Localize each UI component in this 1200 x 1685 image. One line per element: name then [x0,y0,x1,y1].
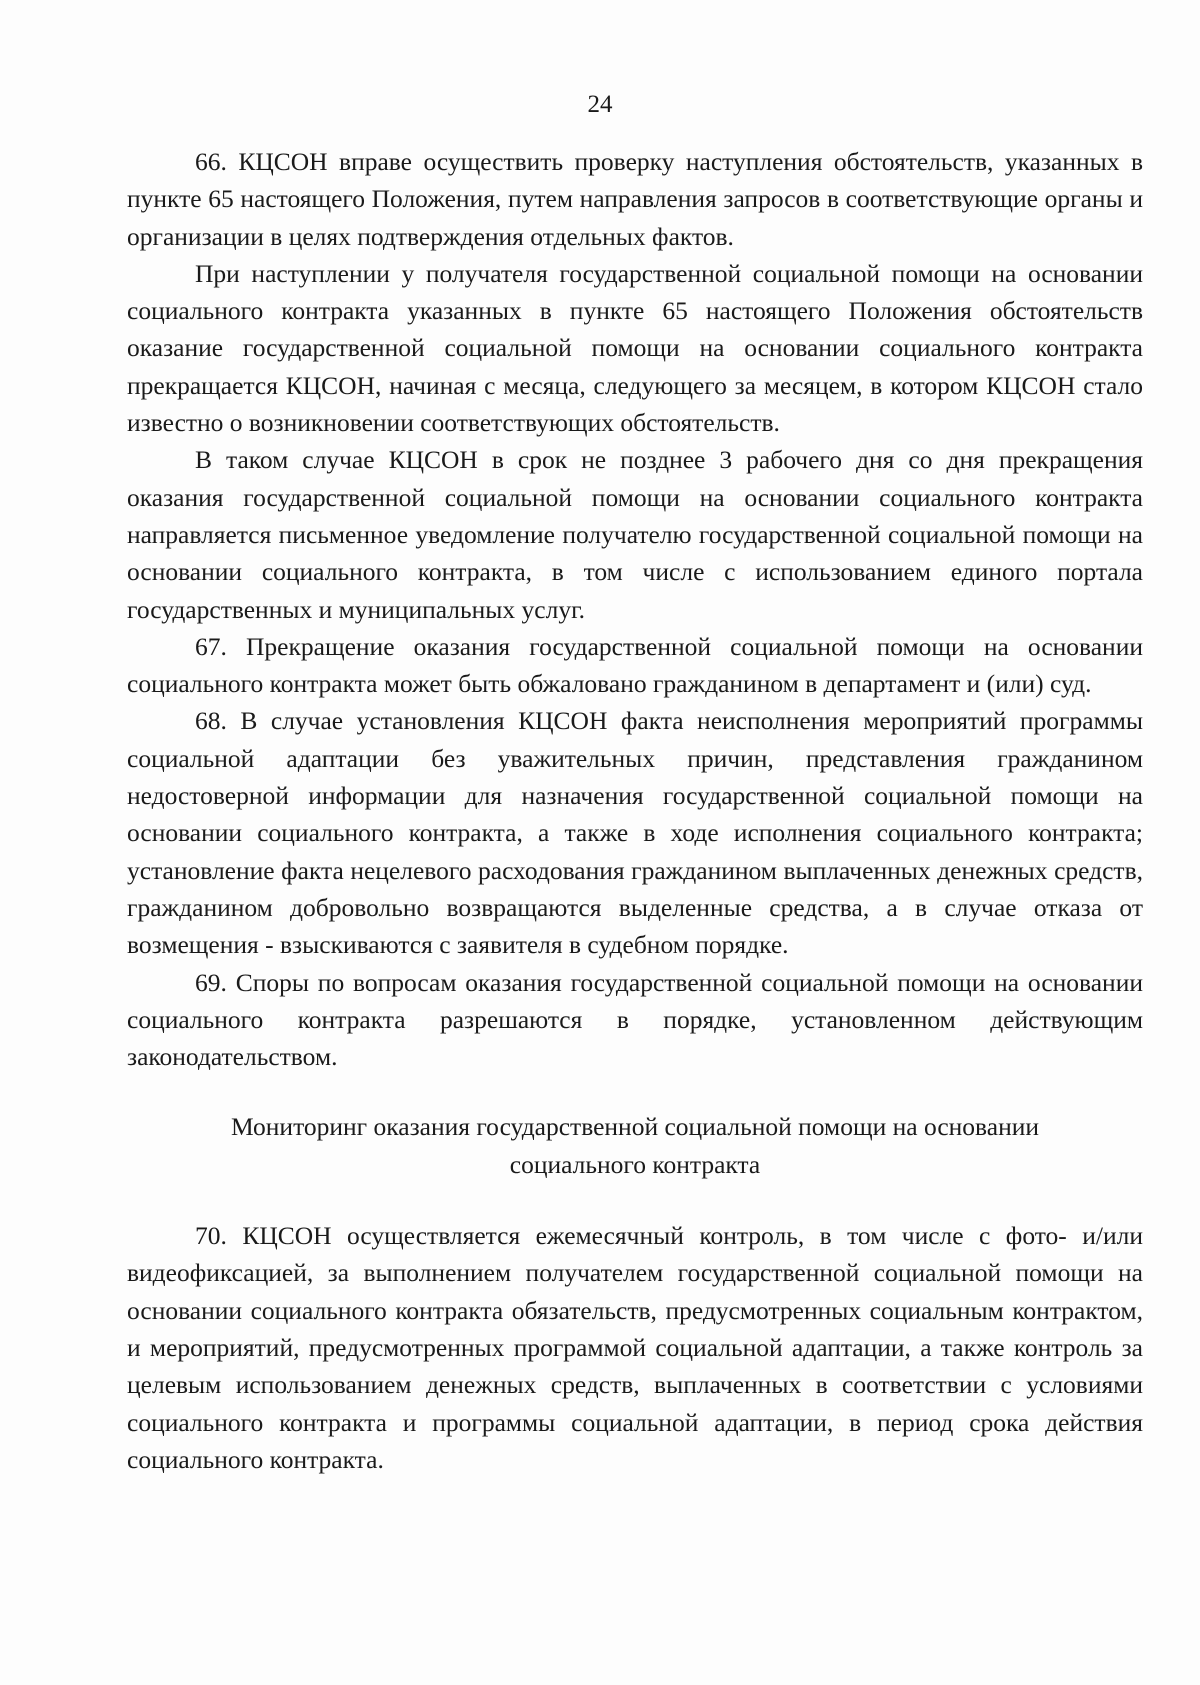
paragraph-67: 67. Прекращение оказания государственной социальной помощи на основании социального контракта может быть обжаловано гражданином в департамент и (или) суд. [127,631,1143,699]
paragraph-68: 68. В случае установления КЦСОН факта неисполнения мероприятий программы социальной адаптации без уважительных причин, представления гражданином недостоверной информации для назначения государственной социальной помощи на основании социального контракта, а также в ходе исполнения социального контракта; установление факта нецелевого расходования гражданином выплаченных денежных средств, гражданином добровольно возвращаются выделенные средства, а в случае отказа от возмещения - взыскиваются с заявителя в судебном порядке. [127,706,1143,960]
paragraph-70: 70. КЦСОН осуществляется ежемесячный контроль, в том числе с фото- и/или видеофиксацией, за выполнением получателем государственной социальной помощи на основании социального контракта обязательств, предусмотренных социальным контрактом, и мероприятий, предусмотренных программой социальной адаптации, а также контроль за целевым использованием денежных средств, выплаченных в соответствии с условиями социального контракта и программы социальной адаптации, в период срока действия социального контракта. [127,1221,1143,1474]
page-number: 24 [587,91,613,118]
section-heading: Мониторинг оказания государственной социальной помощи на основании социального контракта [230,1112,1040,1179]
paragraph-66: 66. КЦСОН вправе осуществить проверку наступления обстоятельств, указанных в пункте 65 настоящего Положения, путем направления запросов в соответствующие органы и организации в целях подтверждения отдельных фактов. [127,147,1143,251]
paragraph-66-notification: В таком случае КЦСОН в срок не позднее 3 рабочего дня со дня прекращения оказания государственной социальной помощи на основании социального контракта направляется письменное уведомление получателю государственной социальной помощи на основании социального контракта, в том числе с использованием единого портала государственных и муниципальных услуг. [127,445,1143,624]
paragraph-69: 69. Споры по вопросам оказания государственной социальной помощи на основании социального контракта разрешаются в порядке, установленном действующим законодательством. [127,967,1143,1072]
document-body [127,143,1143,1478]
paragraph-66-termination: При наступлении у получателя государственной социальной помощи на основании социального контракта указанных в пункте 65 настоящего Положения обстоятельств оказание государственной социальной помощи на основании социального контракта прекращается КЦСОН, начиная с месяца, следующего за месяцем, в котором КЦСОН стало известно о возникновении соответствующих обстоятельств. [127,258,1143,438]
